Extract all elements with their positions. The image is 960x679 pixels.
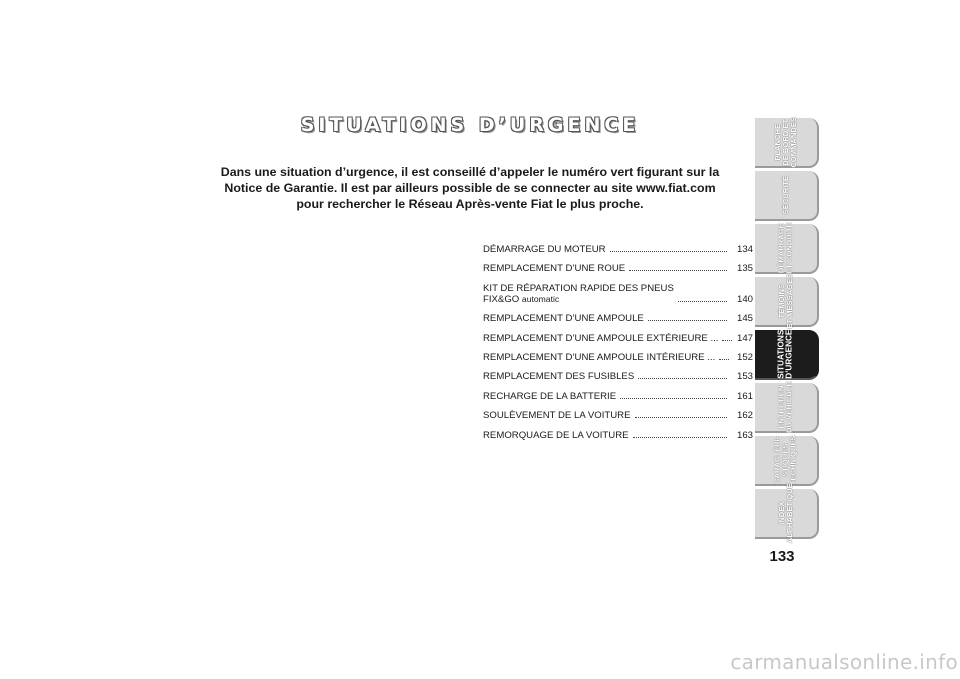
intro-paragraph (220, 164, 720, 212)
intro-line: Dans une situation d’urgence, il est conseillé d’appeler le numéro vert figurant sur la (220, 165, 720, 179)
toc-leader (719, 359, 729, 360)
toc-entry[interactable] (483, 352, 753, 363)
toc-entry[interactable] (483, 313, 753, 324)
chapter-tab-securite[interactable] (755, 171, 819, 221)
toc-entry[interactable] (483, 263, 753, 274)
toc-label: DÉMARRAGE DU MOTEUR (483, 244, 606, 255)
toc-page-number: 147 (736, 332, 753, 344)
toc-label: REMPLACEMENT D’UNE AMPOULE EXTÉRIEURE ... (483, 332, 719, 344)
toc-entry[interactable] (483, 333, 753, 344)
chapter-tab-demarrage[interactable] (755, 224, 819, 274)
toc-page-number: 134 (736, 244, 753, 255)
chapter-tab-label: SITUATIONS D’URGENCE (776, 329, 794, 379)
chapter-tab-label: ENTRETIEN DU VÉHICULE (776, 381, 794, 433)
toc-page-number: 135 (736, 263, 753, 275)
watermark: carmanualsonline.info (730, 650, 958, 674)
toc-leader (635, 417, 728, 418)
toc-label: REMPLACEMENT DES FUSIBLES (483, 371, 635, 383)
toc-leader (633, 437, 727, 438)
toc-label: REMORQUAGE DE LA VOITURE (483, 429, 629, 441)
toc-label: RECHARGE DE LA BATTERIE (483, 390, 617, 402)
toc-entry[interactable] (483, 283, 753, 305)
section-title: SITUATIONS D’URGENCE (300, 114, 640, 136)
chapter-tab-label: SÉCURITÉ (780, 175, 790, 215)
chapter-tab-label: INDEX ALPHABÉTIQUE (776, 483, 794, 543)
toc-entry[interactable] (483, 371, 753, 382)
toc-label: KIT DE RÉPARATION RAPIDE DES PNEUS (483, 282, 674, 294)
chapter-tab-index[interactable] (755, 483, 819, 543)
toc-leader (648, 320, 727, 321)
intro-line: pour rechercher le Réseau Après-vente Fiat le plus proche. (296, 197, 644, 211)
chapter-tab-label: CARACTÉRI- STIQUES TECHNIQUES (772, 435, 799, 485)
chapter-tab-label: DÉMARRAGE ET CONDUITE (776, 222, 794, 274)
toc-label-line2-small: automatic (521, 293, 560, 304)
toc-leader (722, 340, 732, 341)
toc-leader (629, 270, 727, 271)
toc-leader (638, 378, 727, 379)
chapter-tab-temoins[interactable] (755, 273, 819, 329)
toc-entry[interactable] (483, 244, 753, 255)
toc-page-number: 161 (736, 390, 753, 402)
toc-page-number: 152 (736, 351, 753, 363)
chapter-tab-situations-urgence[interactable] (755, 330, 819, 380)
page-number: 133 (769, 548, 795, 565)
chapter-tab-label: TÉMOINS ET MESSAGES (776, 273, 794, 329)
table-of-contents (483, 244, 753, 449)
toc-label: REMPLACEMENT D’UNE AMPOULE INTÉRIEURE ... (483, 351, 716, 363)
toc-page-number: 153 (736, 371, 753, 383)
toc-label-line2: FIX&GO (483, 293, 520, 305)
chapter-tab-entretien[interactable] (755, 383, 819, 433)
chapter-tab-caracteristiques[interactable] (755, 436, 819, 486)
toc-entry[interactable] (483, 430, 753, 441)
toc-entry[interactable] (483, 410, 753, 421)
toc-label: REMPLACEMENT D’UNE AMPOULE (483, 313, 644, 325)
toc-leader (620, 398, 727, 399)
toc-label: REMPLACEMENT D’UNE ROUE (483, 263, 626, 275)
toc-label-multiline (483, 283, 674, 305)
toc-leader (678, 301, 727, 302)
toc-page-number: 145 (736, 313, 753, 325)
toc-page-number: 163 (736, 429, 753, 441)
chapter-tab-planche-de-bord[interactable] (755, 118, 819, 168)
toc-label: SOULÈVEMENT DE LA VOITURE (483, 410, 631, 422)
chapter-tab-label: PLANCHE DE BORD ET COMMANDES (772, 116, 799, 168)
intro-line: Notice de Garantie. Il est par ailleurs possible de se connecter au site www.fiat.com (224, 181, 716, 195)
toc-leader (610, 251, 727, 252)
toc-page-number: 162 (736, 410, 753, 422)
toc-entry[interactable] (483, 391, 753, 402)
toc-page-number: 140 (736, 293, 753, 305)
